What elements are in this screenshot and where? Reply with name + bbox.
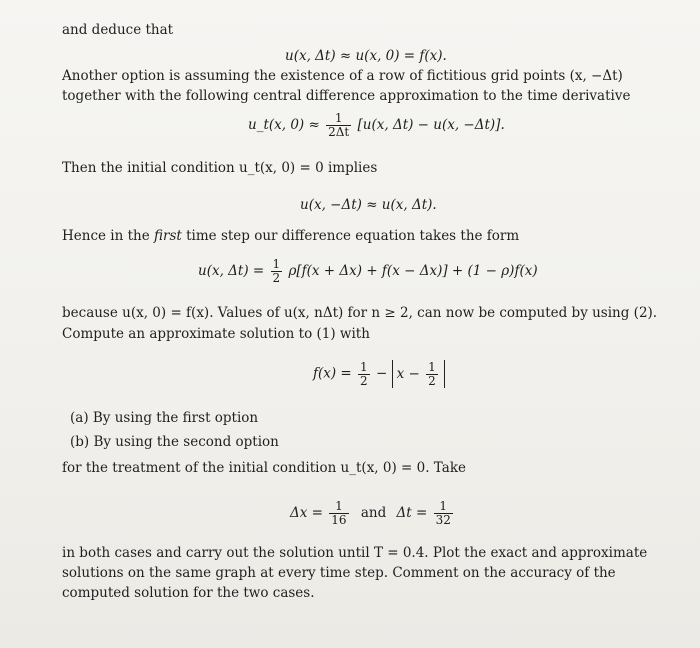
fraction-numerator: 1 [428, 360, 436, 374]
eq-dx: Δx = [290, 505, 323, 521]
abs-expr: x − [396, 366, 420, 382]
paragraph-instructions: in both cases and carry out the solution until T = 0.4. Plot the exact and approximate solutions on the same graph at every time step. Comment on the accuracy of the computed solution for the two cases. [62, 545, 648, 601]
fraction-denominator: 2 [272, 271, 281, 285]
eq-dt: Δt = [396, 505, 428, 521]
equation-symmetry: u(x, −Δt) ≈ u(x, Δt). [300, 197, 437, 213]
fraction [358, 361, 370, 388]
fraction-denominator: 2Δt [328, 125, 350, 139]
eq-rhs: ρ[f(x + Δx) + f(x − Δx)] + (1 − ρ)f(x) [288, 263, 538, 279]
option-a: (a) By using the first option [70, 410, 259, 426]
equation-central-difference [248, 112, 505, 139]
text-line: because u(x, 0) = f(x). Values of u(x, nΔt) for n ≥ 2, can now be computed by using (2). [62, 305, 658, 321]
paragraph-option-two: Another option is assuming the existence of a row of fictitious grid points (x, −Δt) together with the following central difference approximation to the time derivative [62, 68, 631, 104]
text-line: Compute an approximate solution to (1) with [62, 326, 370, 342]
fraction-numerator: 1 [335, 499, 343, 513]
fraction-numerator: 1 [360, 359, 368, 374]
equation-u-dt: u(x, Δt) ≈ u(x, 0) = f(x). [285, 48, 447, 64]
text-fragment: Hence in the [62, 228, 155, 244]
option-b: (b) By using the second option [70, 434, 279, 450]
fraction-denominator: 2 [428, 374, 436, 388]
text-line: and deduce that [62, 22, 174, 38]
text-line: Then the initial condition u_t(x, 0) = 0 implies [62, 160, 378, 176]
fraction [326, 112, 351, 139]
fraction-denominator: 2 [360, 373, 368, 388]
fraction-numerator: 1 [334, 111, 343, 125]
equation-f-of-x [313, 360, 445, 388]
fraction [329, 500, 348, 527]
absolute-value [392, 360, 445, 388]
equation-first-step [198, 258, 538, 285]
eq-lhs: u(x, Δt) = [198, 263, 265, 279]
fraction [271, 258, 283, 285]
fraction-denominator: 16 [331, 513, 347, 527]
fraction [426, 361, 438, 388]
fraction-numerator: 1 [439, 499, 448, 513]
word-and: and [360, 505, 387, 521]
fraction-denominator: 32 [435, 513, 451, 527]
text-line-first-step [62, 226, 519, 246]
minus-sign: − [375, 365, 388, 382]
eq-lhs: f(x) = [313, 365, 352, 382]
eq-lhs: u_t(x, 0) ≈ [248, 117, 320, 133]
equation-step-sizes [290, 500, 455, 527]
fraction-numerator: 1 [272, 257, 281, 271]
fraction [434, 500, 453, 527]
text-line: for the treatment of the initial condition u_t(x, 0) = 0. Take [62, 460, 466, 476]
emphasis-first: first [154, 228, 182, 244]
text-fragment: time step our difference equation takes the form [181, 228, 520, 244]
eq-rhs: [u(x, Δt) − u(x, −Δt)]. [357, 117, 505, 133]
